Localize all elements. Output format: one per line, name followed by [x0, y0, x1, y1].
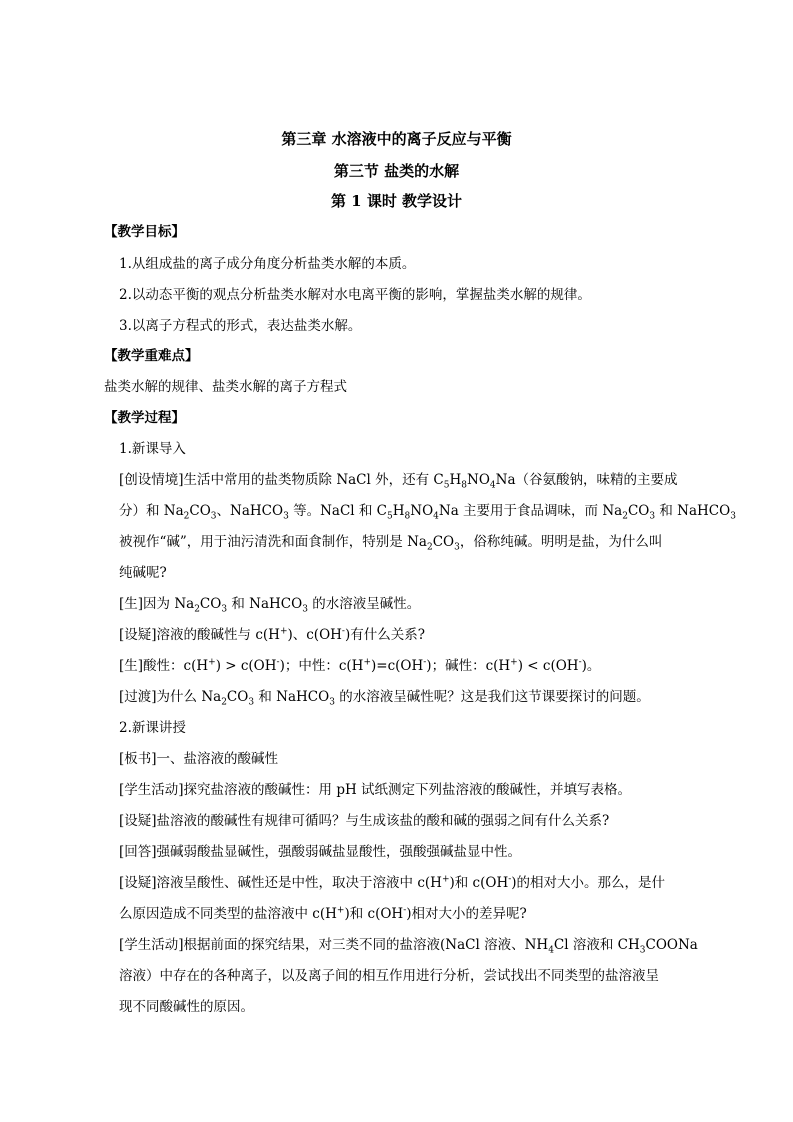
paragraph-line: [设疑]盐溶液的酸碱性有规律可循吗？与生成该盐的酸和碱的强弱之间有什么关系?: [119, 813, 610, 829]
paragraph-line: 现不同酸碱性的原因。: [119, 999, 254, 1015]
paragraph-line: [设疑]溶液呈酸性、碱性还是中性，取决于溶液中 c(H+)和 c(OH-)的相对大小。那么，是什: [119, 874, 666, 891]
lecture-subheading: 2.新课讲授: [119, 720, 186, 736]
paragraph-line: 么原因造成不同类型的盐溶液中 c(H+)和 c(OH-)相对大小的差异呢?: [119, 905, 527, 922]
paragraph-line: [学生活动]根据前面的探究结果，对三类不同的盐溶液(NaCl 溶液、$NH_4Cl$ 溶液和 $CH_3COONa$: [119, 937, 698, 956]
paragraph-line: [生]因为 $Na_2CO_3$ 和 NaHCO$_3$ 的水溶液呈碱性。: [119, 596, 421, 615]
paragraph-line: [过渡]为什么 $Na_2CO_3$ 和 NaHCO$_3$ 的水溶液呈碱性呢？这是我们这节课要探讨的问题。: [119, 689, 650, 708]
paragraph-line: [回答]强碱弱酸盐显碱性，强酸弱碱盐显酸性，强酸强碱盐显中性。: [119, 844, 522, 860]
paragraph-line: [板书]一、盐溶液的酸碱性: [119, 751, 279, 767]
intro-subheading: 1.新课导入: [119, 441, 186, 457]
goals-heading: 【教学目标】: [104, 224, 185, 240]
goal-item: 1.从组成盐的离子成分角度分析盐类水解的本质。: [119, 256, 416, 272]
key-points-text: 盐类水解的规律、盐类水解的离子方程式: [104, 379, 347, 395]
goal-item: 3.以离子方程式的形式，表达盐类水解。: [119, 318, 362, 334]
paragraph-line: [学生活动]探究盐溶液的酸碱性：用 pH 试纸测定下列盐溶液的酸碱性，并填写表格。: [119, 782, 632, 798]
lesson-title: 第 1 课时 教学设计: [330, 192, 463, 210]
section-title: 第三节 盐类的水解: [333, 162, 460, 180]
paragraph-line: [创设情境]生活中常用的盐类物质除 NaCl 外，还有 $C_5H_8NO_4Na$（谷氨酸钠，味精的主要成: [119, 472, 678, 491]
process-heading: 【教学过程】: [104, 410, 185, 426]
key-points-heading: 【教学重难点】: [104, 348, 199, 364]
paragraph-line: [设疑]溶液的酸碱性与 c(H+)、c(OH-)有什么关系?: [119, 626, 425, 643]
chapter-title: 第三章 水溶液中的离子反应与平衡: [281, 130, 512, 148]
paragraph-line: 分）和 $Na_2CO_3$、NaHCO$_3$ 等。NaCl 和 $C_5H_8NO_4Na$ 主要用于食品调味，而 $Na_2CO_3$ 和 NaHCO$_3$: [119, 503, 736, 522]
paragraph-line: 溶液）中存在的各种离子，以及离子间的相互作用进行分析，尝试找出不同类型的盐溶液呈: [119, 968, 659, 984]
paragraph-line: 纯碱呢?: [119, 565, 167, 581]
paragraph-line: [生]酸性：c(H+) > c(OH-)；中性：c(H+)=c(OH-)；碱性：c(H+) < c(OH-)。: [119, 657, 601, 674]
goal-item: 2.以动态平衡的观点分析盐类水解对水电离平衡的影响，掌握盐类水解的规律。: [119, 287, 591, 303]
paragraph-line: 被视作“碱”，用于油污清洗和面食制作，特别是 $Na_2CO_3$，俗称纯碱。明明是盐，为什么叫: [119, 534, 663, 553]
